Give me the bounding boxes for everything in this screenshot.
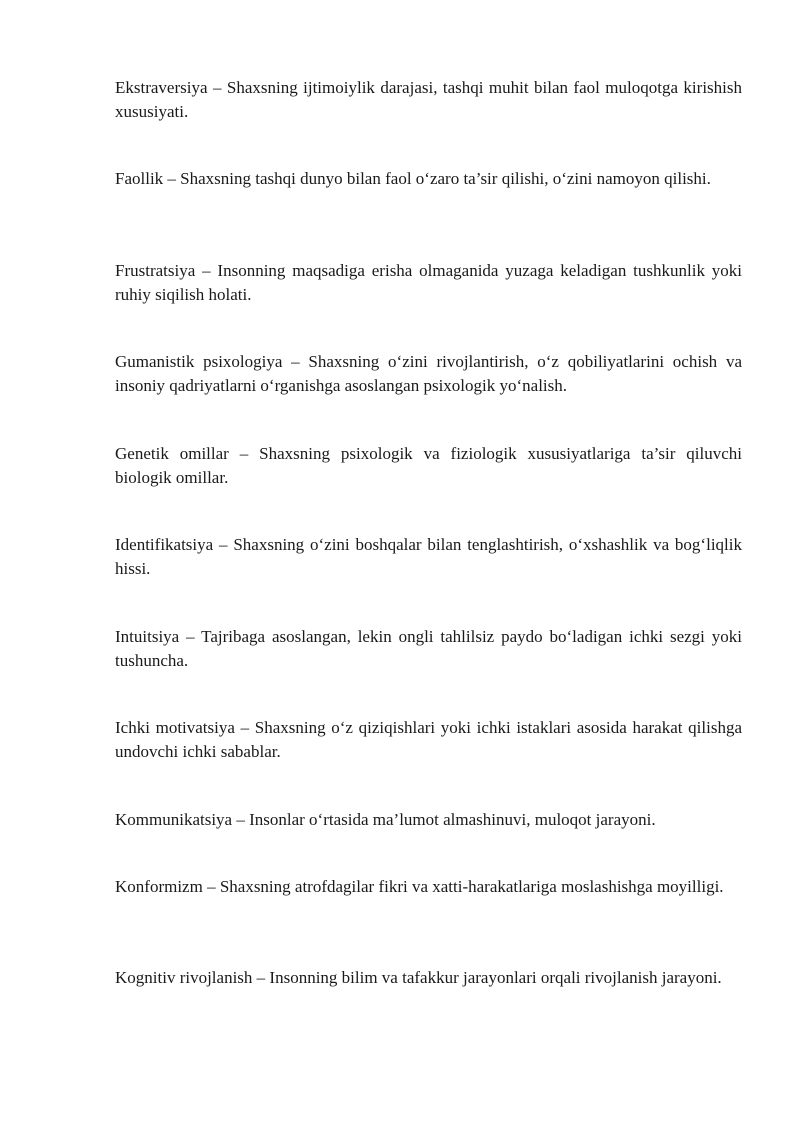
definition-kognitiv-rivojlanish: Kognitiv rivojlanish – Insonning bilim va tafakkur jarayonlari orqali rivojlanish jarayoni. [115,968,722,987]
definition-gumanistik-psixologiya: Gumanistik psixologiya – Shaxsning o‘zini rivojlantirish, o‘z qobiliyatlarini ochish va insoniy qadriyatlarni o‘rganishga asoslangan psixologik yo‘nalish. [115,352,742,395]
definition-faollik: Faollik – Shaxsning tashqi dunyo bilan faol o‘zaro ta’sir qilishi, o‘zini namoyon qilishi. [115,169,711,188]
definition-kommunikatsiya: Kommunikatsiya – Insonlar o‘rtasida ma’lumot almashinuvi, muloqot jarayoni. [115,810,656,829]
definition-konformizm: Konformizm – Shaxsning atrofdagilar fikri va xatti-harakatlariga moslashishga moyilligi. [115,877,724,896]
definition-intuitsiya: Intuitsiya – Tajribaga asoslangan, lekin ongli tahlilsiz paydo bo‘ladigan ichki sezgi yoki tushuncha. [115,627,742,670]
definition-identifikatsiya: Identifikatsiya – Shaxsning o‘zini boshqalar bilan tenglashtirish, o‘xshashlik va bog‘liqlik hissi. [115,535,742,578]
definition-genetik-omillar: Genetik omillar – Shaxsning psixologik va fiziologik xususiyatlariga ta’sir qiluvchi biologik omillar. [115,444,742,487]
definition-frustratsiya: Frustratsiya – Insonning maqsadiga erisha olmaganida yuzaga keladigan tushkunlik yoki ruhiy siqilish holati. [115,261,742,304]
definition-ekstraversiya: Ekstraversiya – Shaxsning ijtimoiylik darajasi, tashqi muhit bilan faol muloqotga kirishish xususiyati. [115,78,742,121]
definition-ichki-motivatsiya: Ichki motivatsiya – Shaxsning o‘z qiziqishlari yoki ichki istaklari asosida harakat qilishga undovchi ichki sabablar. [115,718,742,761]
